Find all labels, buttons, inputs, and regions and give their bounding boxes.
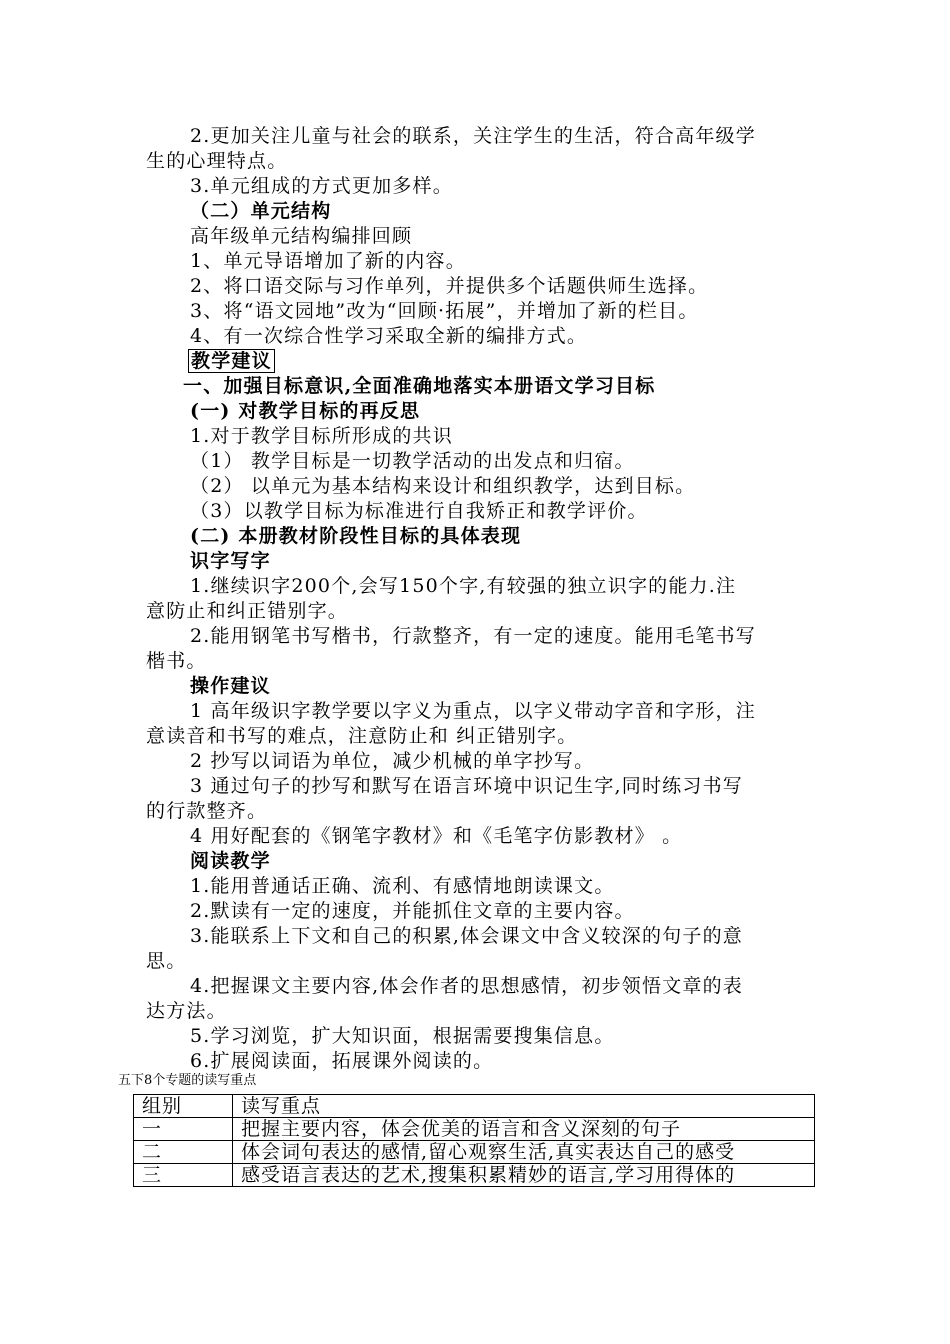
boxed-heading <box>188 349 275 373</box>
paragraph-line: 2.能用钢笔书写楷书，行款整齐，有一定的速度。能用毛笔书写 <box>190 625 756 647</box>
list-item: （1） 教学目标是一切教学活动的出发点和归宿。 <box>190 450 635 472</box>
paragraph-line: 的行款整齐。 <box>146 800 268 822</box>
paragraph-line: 高年级单元结构编排回顾 <box>190 225 413 247</box>
list-item: （2） 以单元为基本结构来设计和组织教学，达到目标。 <box>190 475 696 497</box>
table-cell: 三 <box>134 1164 233 1187</box>
subsection-heading: 识字写字 <box>190 550 271 572</box>
paragraph-line: 6.扩展阅读面，拓展课外阅读的。 <box>190 1050 494 1072</box>
paragraph-line: 意读音和书写的难点，注意防止和 纠正错别字。 <box>146 725 578 747</box>
paragraph-line: 2.更加关注儿童与社会的联系，关注学生的生活，符合高年级学 <box>190 125 756 147</box>
table-cell: 二 <box>134 1141 233 1164</box>
paragraph-line: 3.单元组成的方式更加多样。 <box>190 175 453 197</box>
paragraph-line: 2.默读有一定的速度，并能抓住文章的主要内容。 <box>190 900 635 922</box>
list-item: 1、单元导语增加了新的内容。 <box>190 250 466 272</box>
table-cell: 体会词句表达的感情,留心观察生活,真实表达自己的感受 <box>233 1141 815 1164</box>
table-caption: 五下8个专题的读写重点 <box>118 1073 257 1088</box>
paragraph-line: 2 抄写以词语为单位，减少机械的单字抄写。 <box>190 750 595 772</box>
paragraph-line: 意防止和纠正错别字。 <box>146 600 349 622</box>
subsection-heading: 操作建议 <box>190 675 271 697</box>
paragraph-line: 1.能用普通话正确、流利、有感情地朗读课文。 <box>190 875 615 897</box>
table-header-cell: 读写重点 <box>233 1095 815 1118</box>
paragraph-line: 达方法。 <box>146 1000 227 1022</box>
paragraph-line: 1.对于教学目标所形成的共识 <box>190 425 453 447</box>
section-heading: （二）单元结构 <box>190 200 332 222</box>
list-item: （3）以教学目标为标准进行自我矫正和教学评价。 <box>190 500 648 522</box>
table-row <box>134 1141 815 1164</box>
paragraph-line: 4.把握课文主要内容,体会作者的思想感情，初步领悟文章的表 <box>190 975 743 997</box>
section-heading: (二) 本册教材阶段性目标的具体表现 <box>190 525 522 547</box>
table-cell: 感受语言表达的艺术,搜集积累精妙的语言,学习用得体的 <box>233 1164 815 1187</box>
table-cell: 把握主要内容，体会优美的语言和含义深刻的句子 <box>233 1118 815 1141</box>
table-cell: 一 <box>134 1118 233 1141</box>
paragraph-line: 3 通过句子的抄写和默写在语言环境中识记生字,同时练习书写 <box>190 775 743 797</box>
paragraph-line: 1.继续识字200个,会写150个字,有较强的独立识字的能力.注 <box>190 575 737 597</box>
table-header-row <box>134 1095 815 1118</box>
paragraph-line: 4 用好配套的《钢笔字教材》和《毛笔字仿影教材》 。 <box>190 825 683 847</box>
table-row <box>134 1164 815 1187</box>
section-heading: (一) 对教学目标的再反思 <box>190 400 421 422</box>
paragraph-line: 思。 <box>146 950 187 972</box>
paragraph-line: 5.学习浏览，扩大知识面，根据需要搜集信息。 <box>190 1025 615 1047</box>
list-item: 3、将“语文园地”改为“回顾·拓展”，并增加了新的栏目。 <box>190 300 699 322</box>
reading-writing-table <box>133 1094 815 1187</box>
chapter-heading: 一、加强目标意识,全面准确地落实本册语文学习目标 <box>183 375 656 397</box>
table-header-cell: 组别 <box>134 1095 233 1118</box>
list-item: 2、将口语交际与习作单列，并提供多个话题供师生选择。 <box>190 275 709 297</box>
table-row <box>134 1118 815 1141</box>
subsection-heading: 阅读教学 <box>190 850 271 872</box>
list-item: 4、有一次综合性学习采取全新的编排方式。 <box>190 325 588 347</box>
paragraph-line: 生的心理特点。 <box>146 150 288 172</box>
paragraph-line: 楷书。 <box>146 650 207 672</box>
boxed-heading-text: 教学建议 <box>188 349 275 373</box>
paragraph-line: 1 高年级识字教学要以字义为重点，以字义带动字音和字形，注 <box>190 700 756 722</box>
paragraph-line: 3.能联系上下文和自己的积累,体会课文中含义较深的句子的意 <box>190 925 743 947</box>
